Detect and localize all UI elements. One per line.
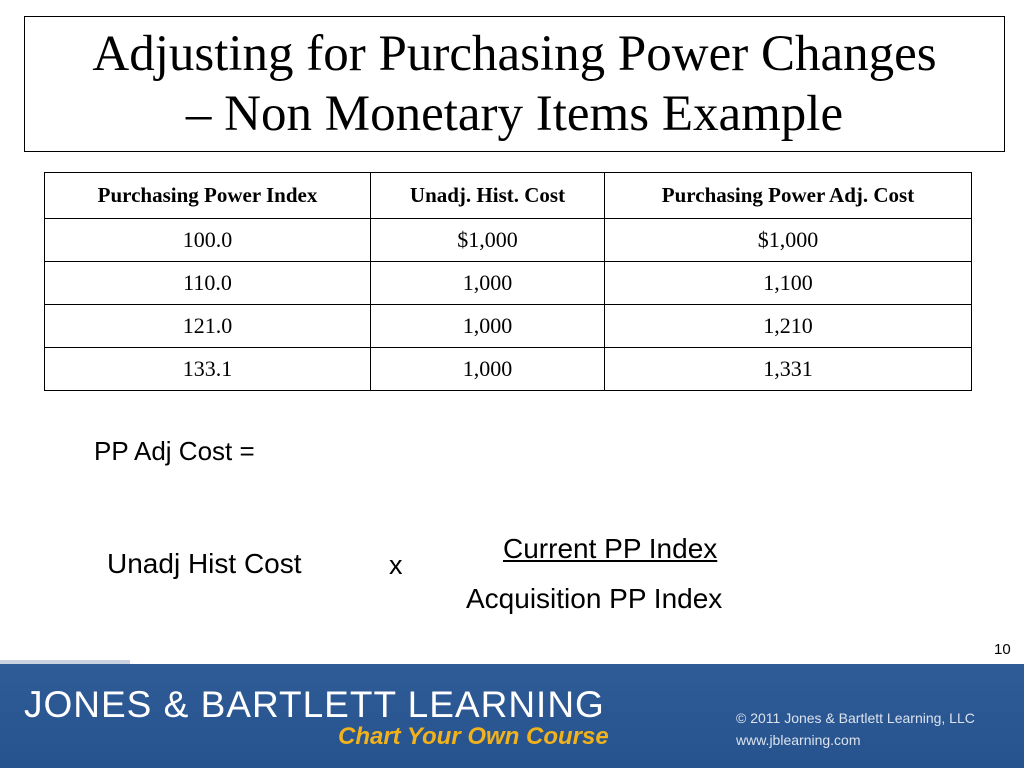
header-purchasing-power-index: Purchasing Power Index — [45, 173, 371, 219]
publisher-website: www.jblearning.com — [736, 732, 861, 748]
formula-numerator: Current PP Index — [503, 533, 718, 564]
formula-operator: x — [389, 550, 403, 580]
table-cell: 110.0 — [45, 262, 371, 305]
table-cell: 121.0 — [45, 305, 371, 348]
title-line-2: – Non Monetary Items Example — [185, 86, 844, 142]
header-unadj-hist-cost: Unadj. Hist. Cost — [371, 173, 605, 219]
table-cell: 1,000 — [371, 348, 605, 391]
purchasing-power-table — [44, 172, 972, 391]
publisher-tagline: Chart Your Own Course — [338, 723, 609, 750]
slide-title — [24, 16, 1005, 152]
footer-banner — [0, 664, 1024, 768]
table-cell: $1,000 — [605, 219, 972, 262]
formula-denominator: Acquisition PP Index — [466, 583, 723, 614]
formula-label: PP Adj Cost = — [94, 436, 255, 466]
table-cell: 133.1 — [45, 348, 371, 391]
title-line-1: Adjusting for Purchasing Power Changes — [92, 26, 937, 82]
formula-hist-cost: Unadj Hist Cost — [107, 548, 302, 579]
table-row — [45, 219, 972, 262]
table-row — [45, 262, 972, 305]
table-cell: $1,000 — [371, 219, 605, 262]
table-cell: 1,210 — [605, 305, 972, 348]
page-number: 10 — [994, 641, 1011, 658]
copyright-notice: © 2011 Jones & Bartlett Learning, LLC — [736, 710, 975, 726]
table-cell: 1,100 — [605, 262, 972, 305]
table-row — [45, 305, 972, 348]
table-cell: 1,000 — [371, 262, 605, 305]
table-row — [45, 348, 972, 391]
table-header-row — [45, 173, 972, 219]
header-pp-adj-cost: Purchasing Power Adj. Cost — [605, 173, 972, 219]
table-cell: 1,331 — [605, 348, 972, 391]
table-cell: 1,000 — [371, 305, 605, 348]
publisher-logo-text: JONES & BARTLETT LEARNING — [24, 684, 605, 725]
table-cell: 100.0 — [45, 219, 371, 262]
